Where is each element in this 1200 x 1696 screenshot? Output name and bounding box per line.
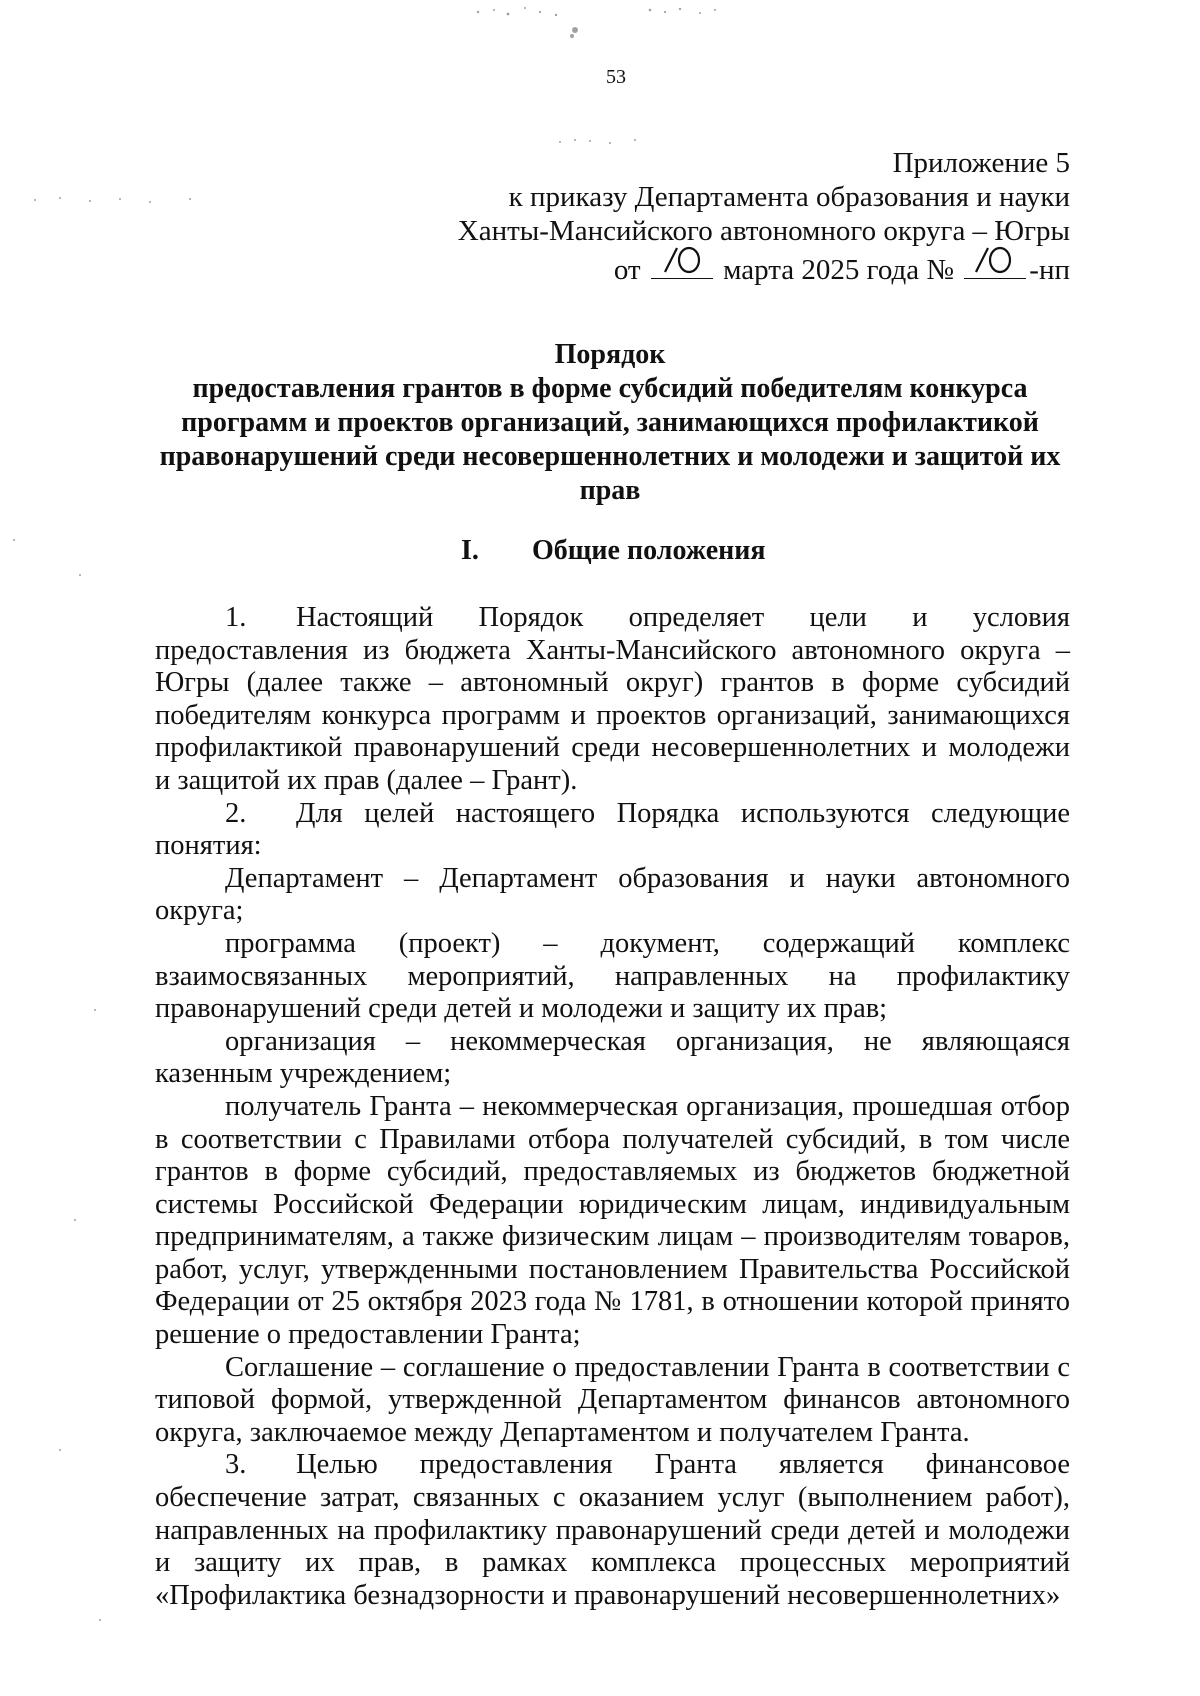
handwritten-order-number [964, 248, 1026, 279]
paragraph [155, 602, 1070, 798]
title-line-1: Порядок [554, 339, 666, 370]
document-title [150, 338, 1070, 508]
date-rest: марта 2025 года № [723, 254, 955, 286]
title-line-3: программ и проектов организаций, занимающихся профилактикой [181, 407, 1039, 438]
body-text [155, 602, 1070, 1612]
paragraph-number: 3. [225, 1449, 247, 1481]
approval-header [458, 146, 1070, 287]
order-date-line [458, 248, 1070, 287]
paragraph-text: Соглашение – соглашение о предоставлении Гранта в соответствии с типовой формой, утвержденной Департаментом финансов автономного округа, заключаемое между Департаментом и получателем Гранта. [155, 1351, 1070, 1448]
paragraph [155, 1352, 1070, 1450]
title-line-4: правонарушений среди несовершеннолетних и молодежи и защитой их [159, 441, 1061, 472]
paragraph-text: Настоящий Порядок определяет цели и условия предоставления из бюджета Ханты-Мансийского автономного округа – Югры (далее также – автономный округ) грантов в форме субсидий победителям конкурса программ и проектов организаций, занимающихся профилактикой правонарушений среди несовершеннолетних и молодежи и защитой их прав (далее – Грант). [155, 602, 1070, 796]
paragraph-text: получатель Гранта – некоммерческая организация, прошедшая отбор в соответствии с Правилами отбора получателей субсидий, в том числе грантов в форме субсидий, предоставляемых из бюджетов бюджетной системы Российской Федерации юридическим лицам, индивидуальным предпринимателям, а также физическим лицам – производителям товаров, работ, услуг, утвержденными постановлением Правительства Российской Федерации от 25 октября 2023 года № 1781, в отношении которой принято решение о предоставлении Гранта; [155, 1090, 1070, 1351]
paragraph-number: 2. [225, 797, 247, 829]
paragraph-text: Для целей настоящего Порядка используются следующие понятия: [155, 797, 1070, 862]
paragraph-text: программа (проект) – документ, содержащий комплекс взаимосвязанных мероприятий, направленных на профилактику правонарушений среди детей и молодежи и защиту их прав; [155, 927, 1070, 1025]
section-title: Общие положения [532, 535, 766, 566]
paragraph-text: Департамент – Департамент образования и науки автономного округа; [155, 862, 1070, 927]
paragraph [155, 928, 1070, 1026]
order-suffix: -нп [1029, 254, 1070, 286]
order-reference: к приказу Департамента образования и науки [508, 181, 1070, 213]
paragraph [155, 798, 1070, 863]
section-number: I. [461, 535, 479, 566]
page-number: 53 [606, 66, 626, 88]
title-line-2: предоставления грантов в форме субсидий победителям конкурса [192, 373, 1028, 404]
paragraph-text: организация – некоммерческая организация, не являющаяся казенным учреждением; [155, 1025, 1070, 1090]
paragraph [155, 863, 1070, 928]
paragraph [155, 1026, 1070, 1091]
handwritten-day [651, 248, 713, 279]
appendix-label: Приложение 5 [892, 147, 1070, 179]
paragraph-number: 1. [225, 602, 247, 633]
paragraph-text: Целью предоставления Гранта является финансовое обеспечение затрат, связанных с оказанием услуг (выполнением работ), направленных на профилактику правонарушений среди детей и молодежи и защиту их прав, в рамках комплекса процессных мероприятий «Профилактика безнадзорности и правонарушений несовершеннолетних» [155, 1449, 1070, 1611]
title-line-5: прав [579, 475, 641, 506]
paragraph [155, 1091, 1070, 1352]
paragraph [155, 1449, 1070, 1612]
date-prefix: от [613, 254, 641, 286]
region-name: Ханты-Мансийского автономного округа – Югры [457, 215, 1070, 247]
